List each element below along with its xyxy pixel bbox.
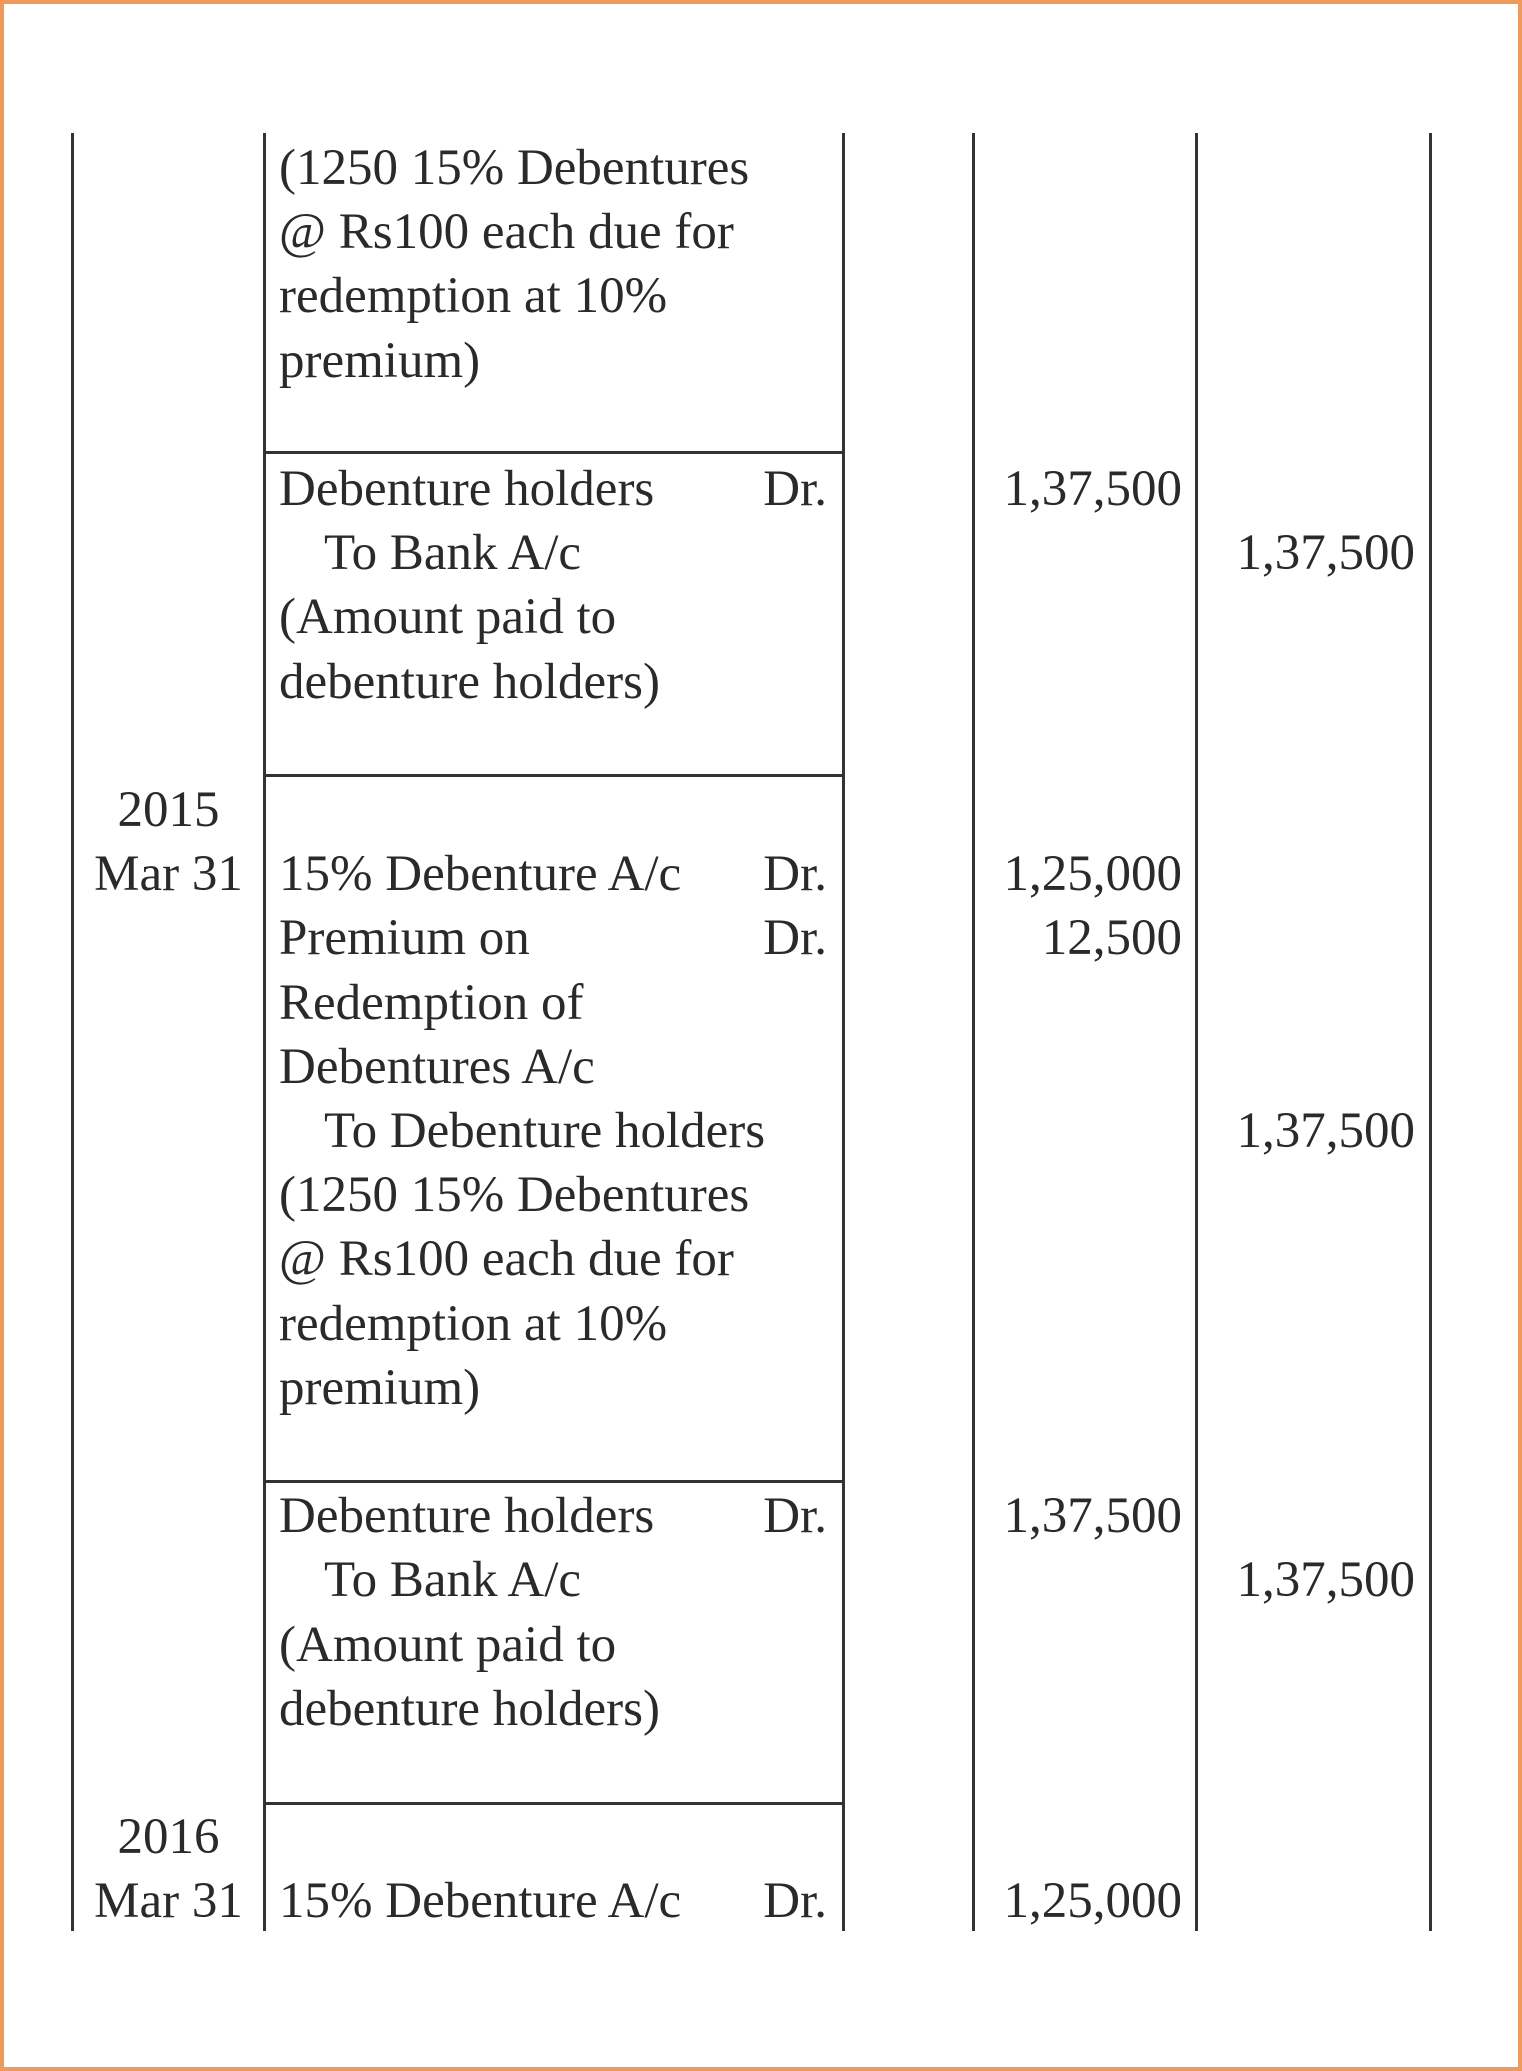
particulars-text: Debentures A/c	[279, 1038, 595, 1095]
particulars-text: debenture holders)	[279, 653, 660, 710]
credit-amount: 1,37,500	[1236, 525, 1415, 582]
debit-marker: Dr.	[763, 461, 827, 517]
debit-amount: 1,25,000	[1003, 846, 1182, 903]
credit-amount: 1,37,500	[1236, 1552, 1415, 1609]
particulars-text: (1250 15% Debentures	[279, 1167, 750, 1224]
rule-debit-right	[1195, 133, 1198, 1931]
debit-marker: Dr.	[763, 1488, 827, 1545]
entry-date: 2016	[117, 1809, 220, 1866]
rule-particulars-left	[263, 133, 266, 1931]
entry-separator	[264, 1802, 844, 1805]
particulars-text: debenture holders)	[279, 1680, 660, 1737]
entry-date: 2015	[117, 782, 220, 838]
particulars-text: Premium on	[279, 910, 530, 967]
particulars-text: (Amount paid to	[279, 589, 617, 646]
particulars-text: 15% Debenture A/c	[279, 1873, 682, 1930]
rule-debit-left	[972, 133, 975, 1931]
entry-separator	[264, 774, 844, 777]
particulars-text: premium)	[279, 332, 481, 389]
rule-particulars-right	[842, 133, 845, 1931]
particulars-text: Redemption of	[279, 974, 584, 1031]
particulars-text: @ Rs100 each due for	[279, 1231, 734, 1288]
entry-separator	[264, 1480, 844, 1483]
debit-amount: 12,500	[1041, 910, 1182, 967]
particulars-text: redemption at 10%	[279, 1295, 668, 1352]
debit-marker: Dr.	[763, 1873, 827, 1930]
particulars-text: premium)	[279, 1359, 481, 1416]
particulars-text: (1250 15% Debentures	[279, 140, 750, 196]
entry-date: Mar 31	[94, 846, 243, 903]
debit-amount: 1,37,500	[1003, 461, 1182, 517]
particulars-text: Debenture holders	[279, 461, 655, 517]
entry-date: Mar 31	[94, 1873, 243, 1930]
debit-marker: Dr.	[763, 910, 827, 967]
particulars-text: To Bank A/c	[324, 525, 582, 582]
debit-amount: 1,25,000	[1003, 1873, 1182, 1930]
particulars-text: @ Rs100 each due for	[279, 204, 734, 261]
rule-credit-right	[1429, 133, 1432, 1931]
particulars-text: To Debenture holders	[324, 1103, 766, 1159]
particulars-text: Debenture holders	[279, 1488, 655, 1545]
particulars-text: To Bank A/c	[324, 1552, 582, 1609]
particulars-text: redemption at 10%	[279, 268, 668, 325]
debit-marker: Dr.	[763, 846, 827, 903]
particulars-text: (Amount paid to	[279, 1616, 617, 1673]
debit-amount: 1,37,500	[1003, 1488, 1182, 1545]
credit-amount: 1,37,500	[1236, 1103, 1415, 1159]
particulars-text: 15% Debenture A/c	[279, 846, 682, 903]
entry-separator	[264, 451, 844, 454]
rule-date-left	[71, 133, 74, 1931]
